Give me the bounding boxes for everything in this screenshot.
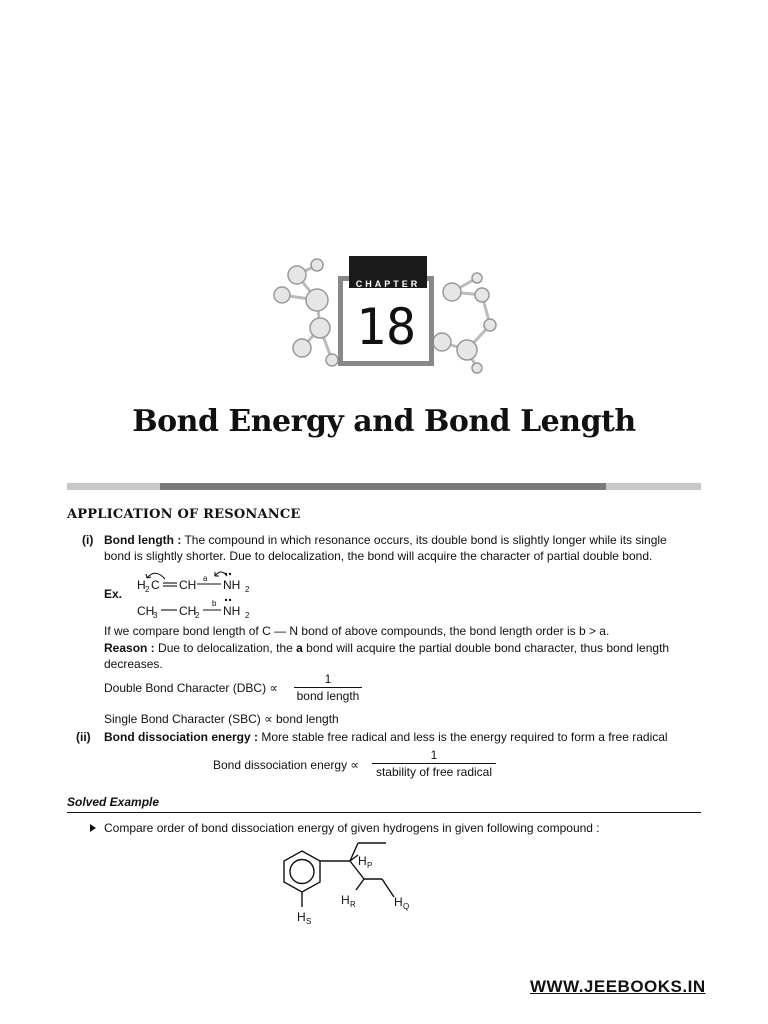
bde-heading: Bond dissociation energy : [104,730,259,744]
bond-length-text: The compound in which resonance occurs, its double bond is slightly longer while its single [184,533,667,547]
dbc-numerator: 1 [324,672,332,686]
svg-text:C: C [151,578,160,592]
h2c-label: H [137,578,146,592]
svg-text:3: 3 [153,611,158,620]
solved-example-divider [67,812,701,813]
svg-text:2: 2 [245,611,250,620]
hq-label: H [394,895,403,909]
item-marker-i: (i) [82,533,94,547]
svg-text:R: R [350,900,356,909]
page-title: Bond Energy and Bond Length [132,404,636,439]
bullet-arrow-icon [88,822,98,834]
bde-denominator: stability of free radical [372,763,496,780]
solved-example-heading: Solved Example [67,795,160,809]
bond-a-label: a [203,574,208,583]
reason-text-a: Due to delocalization, the [158,641,293,655]
sbc-text: Single Bond Character (SBC) ∝ bond length [104,712,339,726]
bde-numerator: 1 [430,748,438,762]
compare-text: If we compare bond length of C — N bond of above compounds, the bond length order is b > a. [104,624,610,638]
hs-label: H [297,910,306,924]
svg-text:2: 2 [245,585,250,594]
solved-question: Compare order of bond dissociation energy of given hydrogens in given following compound : [104,821,600,835]
compound-structure [270,835,430,935]
dbc-fraction [294,672,362,704]
svg-text:2: 2 [195,611,200,620]
reason-bold: a [296,641,303,655]
reason-text-b: bond will acquire the partial double bond character, thus bond length [306,641,670,655]
bde-label: Bond dissociation energy ∝ [213,758,359,772]
title-divider-accent [160,483,606,490]
reason-label: Reason : [104,641,155,655]
item-i-line1 [104,532,667,548]
bond-length-label: Bond length : [104,533,182,547]
bond-b-label: b [212,599,217,608]
item-marker-ii: (ii) [76,730,91,744]
example-label: Ex. [104,587,123,601]
dbc-denominator: bond length [294,687,362,704]
item-ii-line [104,729,668,745]
section-heading: APPLICATION OF RESONANCE [67,507,301,522]
chapter-tag [349,256,427,288]
svg-text:P: P [367,861,373,870]
svg-text:NH: NH [223,604,241,618]
ch3-label: CH [137,604,155,618]
item-i-line2: bond is slightly shorter. Due to delocalization, the bond will acquire the character of partial double bond. [104,549,653,563]
svg-text:2: 2 [145,585,150,594]
bde-text: More stable free radical and less is the energy required to form a free radical [261,730,668,744]
dbc-label: Double Bond Character (DBC) ∝ [104,681,278,695]
hp-label: H [358,854,367,868]
hr-label: H [341,893,350,907]
reason-line1 [104,640,669,656]
bde-fraction [372,748,496,780]
svg-text:S: S [306,917,312,926]
svg-text:Q: Q [403,902,410,911]
ch2-label: CH [179,604,197,618]
chapter-tag-label: CHAPTER [355,279,421,289]
nh2-label: NH [223,578,241,592]
footer-site-link[interactable]: WWW.JEEBOOKS.IN [530,977,706,996]
resonance-structures [135,566,275,622]
chapter-number: 18 [355,298,417,356]
reason-line2: decreases. [104,657,163,671]
ch-label: CH [179,578,197,592]
